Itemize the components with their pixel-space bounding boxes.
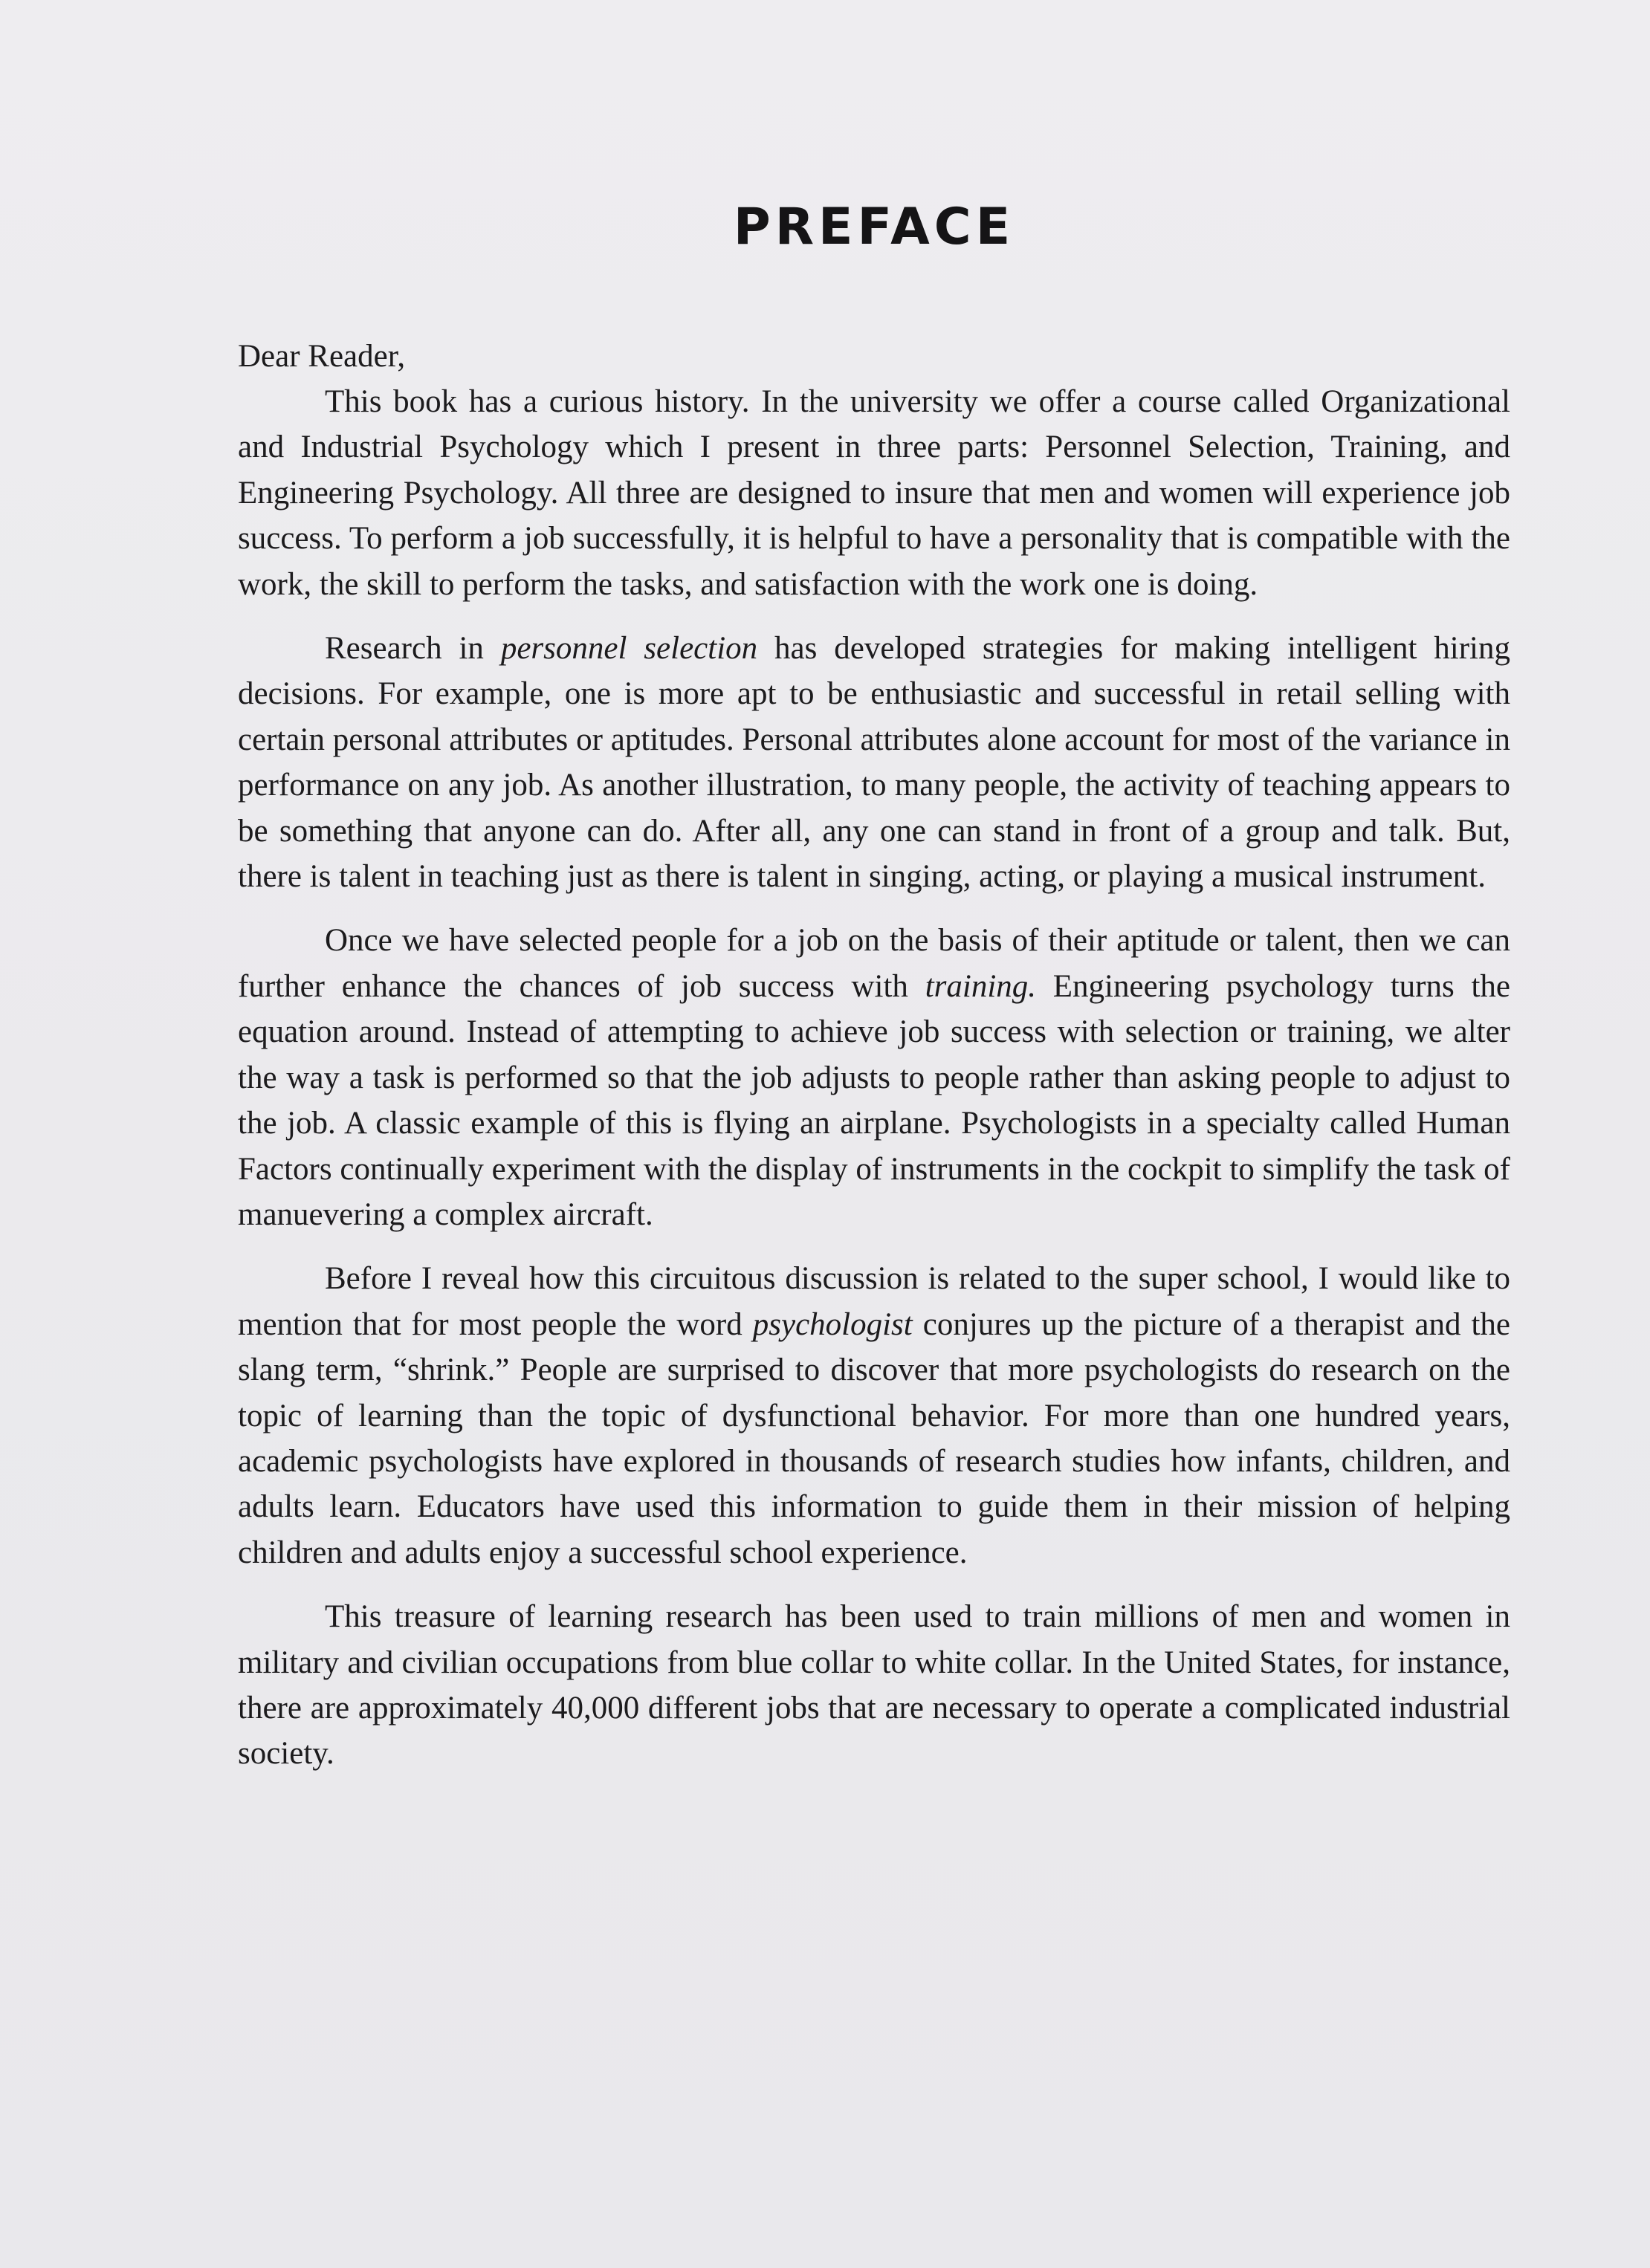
paragraph-2-emphasis: personnel selection xyxy=(500,631,758,667)
paragraph-2-lead: Research in xyxy=(325,631,501,667)
paragraph-2 xyxy=(238,626,1510,899)
page-content xyxy=(238,198,1510,1777)
page-title: PREFACE xyxy=(733,198,1015,256)
salutation: Dear Reader, xyxy=(238,339,406,374)
paragraph-4-lead: Before I reveal how this circuitous discussion is related to the super school, I would like to mention that for most people the word xyxy=(238,1261,1510,1342)
paragraph-4-rest: conjures up the picture of a therapist and the slang term, “shrink.” People are surprised to discover that more psychologists do research on the topic of learning than the topic of dysfunctional behavior. For more than one hundred years, academic psychologists have explored in thousands of research studies how infants, children, and adults learn. Educators have used this information to guide them in their mission of helping children and adults enjoy a successful school experience. xyxy=(238,1306,1510,1570)
paragraph-2-rest: has developed strategies for making intelligent hiring decisions. For example, one is more apt to be enthusiastic and successful in retail selling with certain personal attributes or aptitudes. Personal attributes alone account for most of the variance in performance on any job. As another illustration, to many people, the activity of teaching appears to be something that anyone can do. After all, any one can stand in front of a group and talk. But, there is talent in teaching just as there is talent in singing, acting, or playing a musical instrument. xyxy=(238,631,1510,895)
paragraph-4-emphasis: psychologist xyxy=(752,1306,913,1342)
paragraph-5: This treasure of learning research has been used to train millions of men and women in military and civilian occupations from blue collar to white collar. In the United States, for instance, there are approximately 40,000 different jobs that are necessary to operate a complicated industrial society. xyxy=(238,1599,1510,1772)
paragraph-3 xyxy=(238,918,1510,1237)
paragraph-3-lead: Once we have selected people for a job on the basis of their aptitude or talent, then we can further enhance the chances of job success with xyxy=(238,923,1510,1004)
paragraph-1: This book has a curious history. In the university we offer a course called Organizational and Industrial Psychology which I present in three parts: Personnel Selection, Training, and Engineering Psychology. All three are designed to insure that men and women will experience job success. To perform a job successfully, it is helpful to have a personality that is compatible with the work, the skill to perform the tasks, and satisfaction with the work one is doing. xyxy=(238,384,1510,602)
paragraph-4 xyxy=(238,1256,1510,1575)
paragraph-3-emphasis: training. xyxy=(925,968,1037,1004)
paragraph-3-rest: Engineering psychology turns the equation around. Instead of attempting to achieve job success with selection or training, we alter the way a task is performed so that the job adjusts to people rather than asking people to adjust to the job. A classic example of this is flying an airplane. Psychologists in a specialty called Human Factors continually experiment with the display of instruments in the cockpit to simplify the task of manuevering a complex aircraft. xyxy=(238,968,1510,1232)
